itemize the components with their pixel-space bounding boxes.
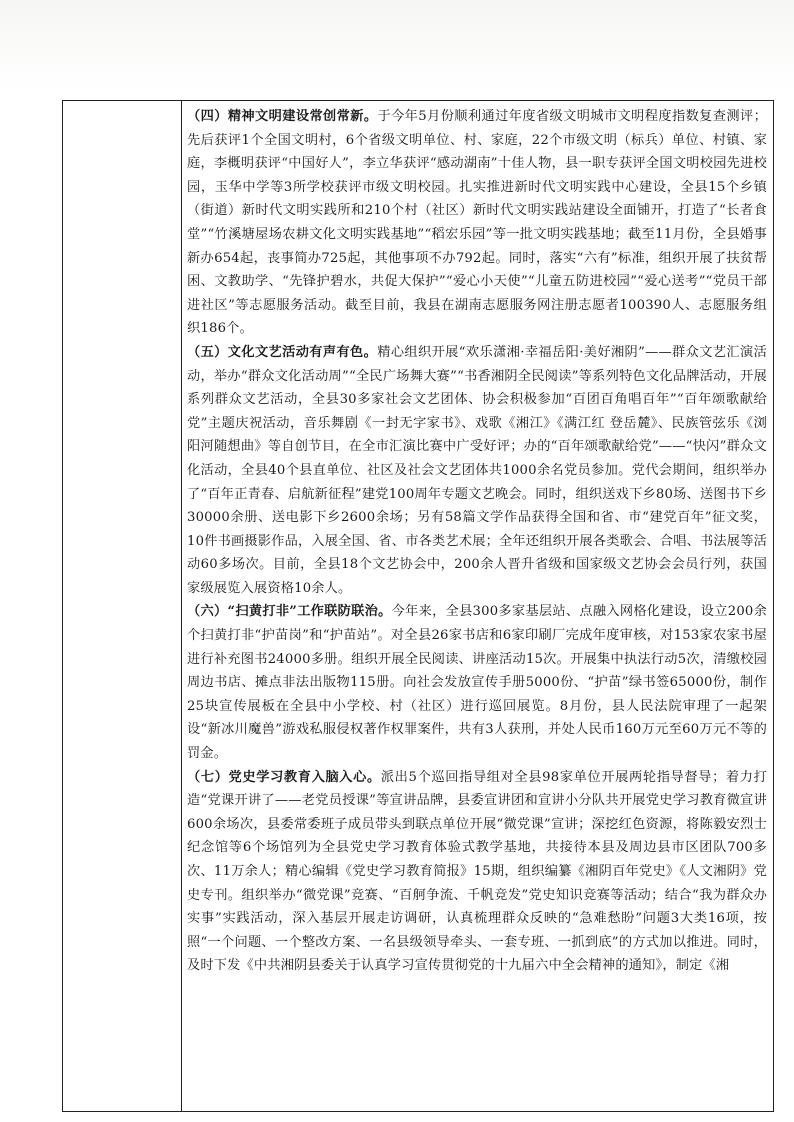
section-5 <box>187 341 767 601</box>
section-4-body: 于今年5月份顺利通过年度省级文明城市文明程度指数复查测评；先后获评1个全国文明村，6个省级文明单位、村、家庭，22个市级文明（标兵）单位、村镇、家庭，李概明获评“中国好人”，李立华获评“感动湖南”十佳人物，县一职专获评全国文明校园先进校园，玉华中学等3所学校获评市级文明校园。扎实推进新时代文明实践中心建设，全县15个乡镇（街道）新时代文明实践所和210个村（社区）新时代文明实践站建设全面铺开，打造了“长者食堂”“竹溪塘屋场农耕文化文明实践基地”“稻宏乐园”等一批文明实践基地；截至11月份，全县婚事新办654起，丧事简办725起，其他事项不办792起。同时，落实“六有”标准，组织开展了扶贫帮困、文教助学、“先锋护碧水，共促大保护”“爱心小天使”“儿童五防进校园”“爱心送考”“党员干部进社区”等志愿服务活动。截至目前，我县在湖南志愿服务网注册志愿者100390人、志愿服务组织186个。 <box>187 109 767 337</box>
section-6 <box>187 600 767 765</box>
table-label-column <box>63 101 182 1111</box>
section-6-body: 今年来，全县300多家基层站、点融入网格化建设，设立200余个扫黄打非“护苗岗”和“护苗站”。对全县26家书店和6家印刷厂完成年度审核，对153家农家书屋进行补充图书24000多册。组织开展全民阅读、讲座活动15次。开展集中执法行动5次，清缴校园周边书店、摊点非法出版物115册。向社会发放宣传手册5000份、“护苗”绿书签65000份，制作25块宣传展板在全县中小学校、村（社区）进行巡回展览。8月份，县人民法院审理了一起架设“新冰川魔兽”游戏私服侵权著作权罪案件，共有3人获刑，并处人民币160万元至60万元不等的罚金。 <box>187 604 767 762</box>
section-7 <box>187 766 767 978</box>
section-6-heading: （六）“扫黄打非”工作联防联治。 <box>187 604 392 620</box>
section-4 <box>187 105 767 341</box>
table-content-cell <box>187 105 767 978</box>
section-5-heading: （五）文化文艺活动有声有色。 <box>187 344 378 360</box>
section-7-body: 派出5个巡回指导组对全县98家单位开展两轮指导督导；着力打造“党课开讲了——老党员授课”等宣讲品牌，县委宣讲团和宣讲小分队共开展党史学习教育微宣讲600余场次，县委常委班子成员带头到联点单位开展“微党课”宣讲；深挖红色资源，将陈毅安烈士纪念馆等6个场馆列为全县党史学习教育体验式教学基地，共接待本县及周边县市区团队700多次、11万余人；精心编辑《党史学习教育简报》15期，组织编纂《湘阴百年党史》《人文湘阴》党史专刊。组织举办“微党课”竞赛、“百舸争流、千帆竞发”党史知识竞赛等活动；结合“我为群众办实事”实践活动，深入基层开展走访调研，认真梳理群众反映的“急难愁盼”问题3大类16项，按照“一个问题、一个整改方案、一名县级领导牵头、一套专班、一抓到底”的方式加以推进。同时，及时下发《中共湘阴县委关于认真学习宣传贯彻党的十九届六中全会精神的通知》，制定《湘 <box>187 769 767 974</box>
scan-top-margin <box>0 0 794 100</box>
section-4-heading: （四）精神文明建设常创常新。 <box>187 109 378 124</box>
section-5-body: 精心组织开展“欢乐潇湘·幸福岳阳·美好湘阴”——群众文艺汇演活动，举办“群众文化活动周”“全民广场舞大赛”“书香湘阴全民阅读”等系列特色文化品牌活动，开展系列群众文艺活动，全县30多家社会文艺团体、协会积极参加“百团百角唱百年”“百年颂歌献给党”主题庆祝活动，音乐舞剧《一封无字家书》、戏歌《湘江》《满江红 登岳麓》、民族管弦乐《浏阳河随想曲》等自创节目，在全市汇演比赛中广受好评；办的“百年颂歌献给党”——“快闪”群众文化活动，全县40个县直单位、社区及社会文艺团体共1000余名党员参加。党代会期间，组织举办了“百年正青春、启航新征程”建党100周年专题文艺晚会。同时，组织送戏下乡80场、送图书下乡30000余册、送电影下乡2600余场；另有58篇文学作品获得全国和省、市“建党百年”征文奖，10件书画摄影作品，入展全国、省、市各类艺术展；全年还组织开展各类歌会、合唱、书法展等活动60多场次。目前，全县18个文艺协会中，200余人晋升省级和国家级文艺协会会员行列，获国家级展览入展资格10余人。 <box>187 344 767 596</box>
section-7-heading: （七）党史学习教育入脑入心。 <box>187 769 381 785</box>
report-table <box>62 100 774 1112</box>
